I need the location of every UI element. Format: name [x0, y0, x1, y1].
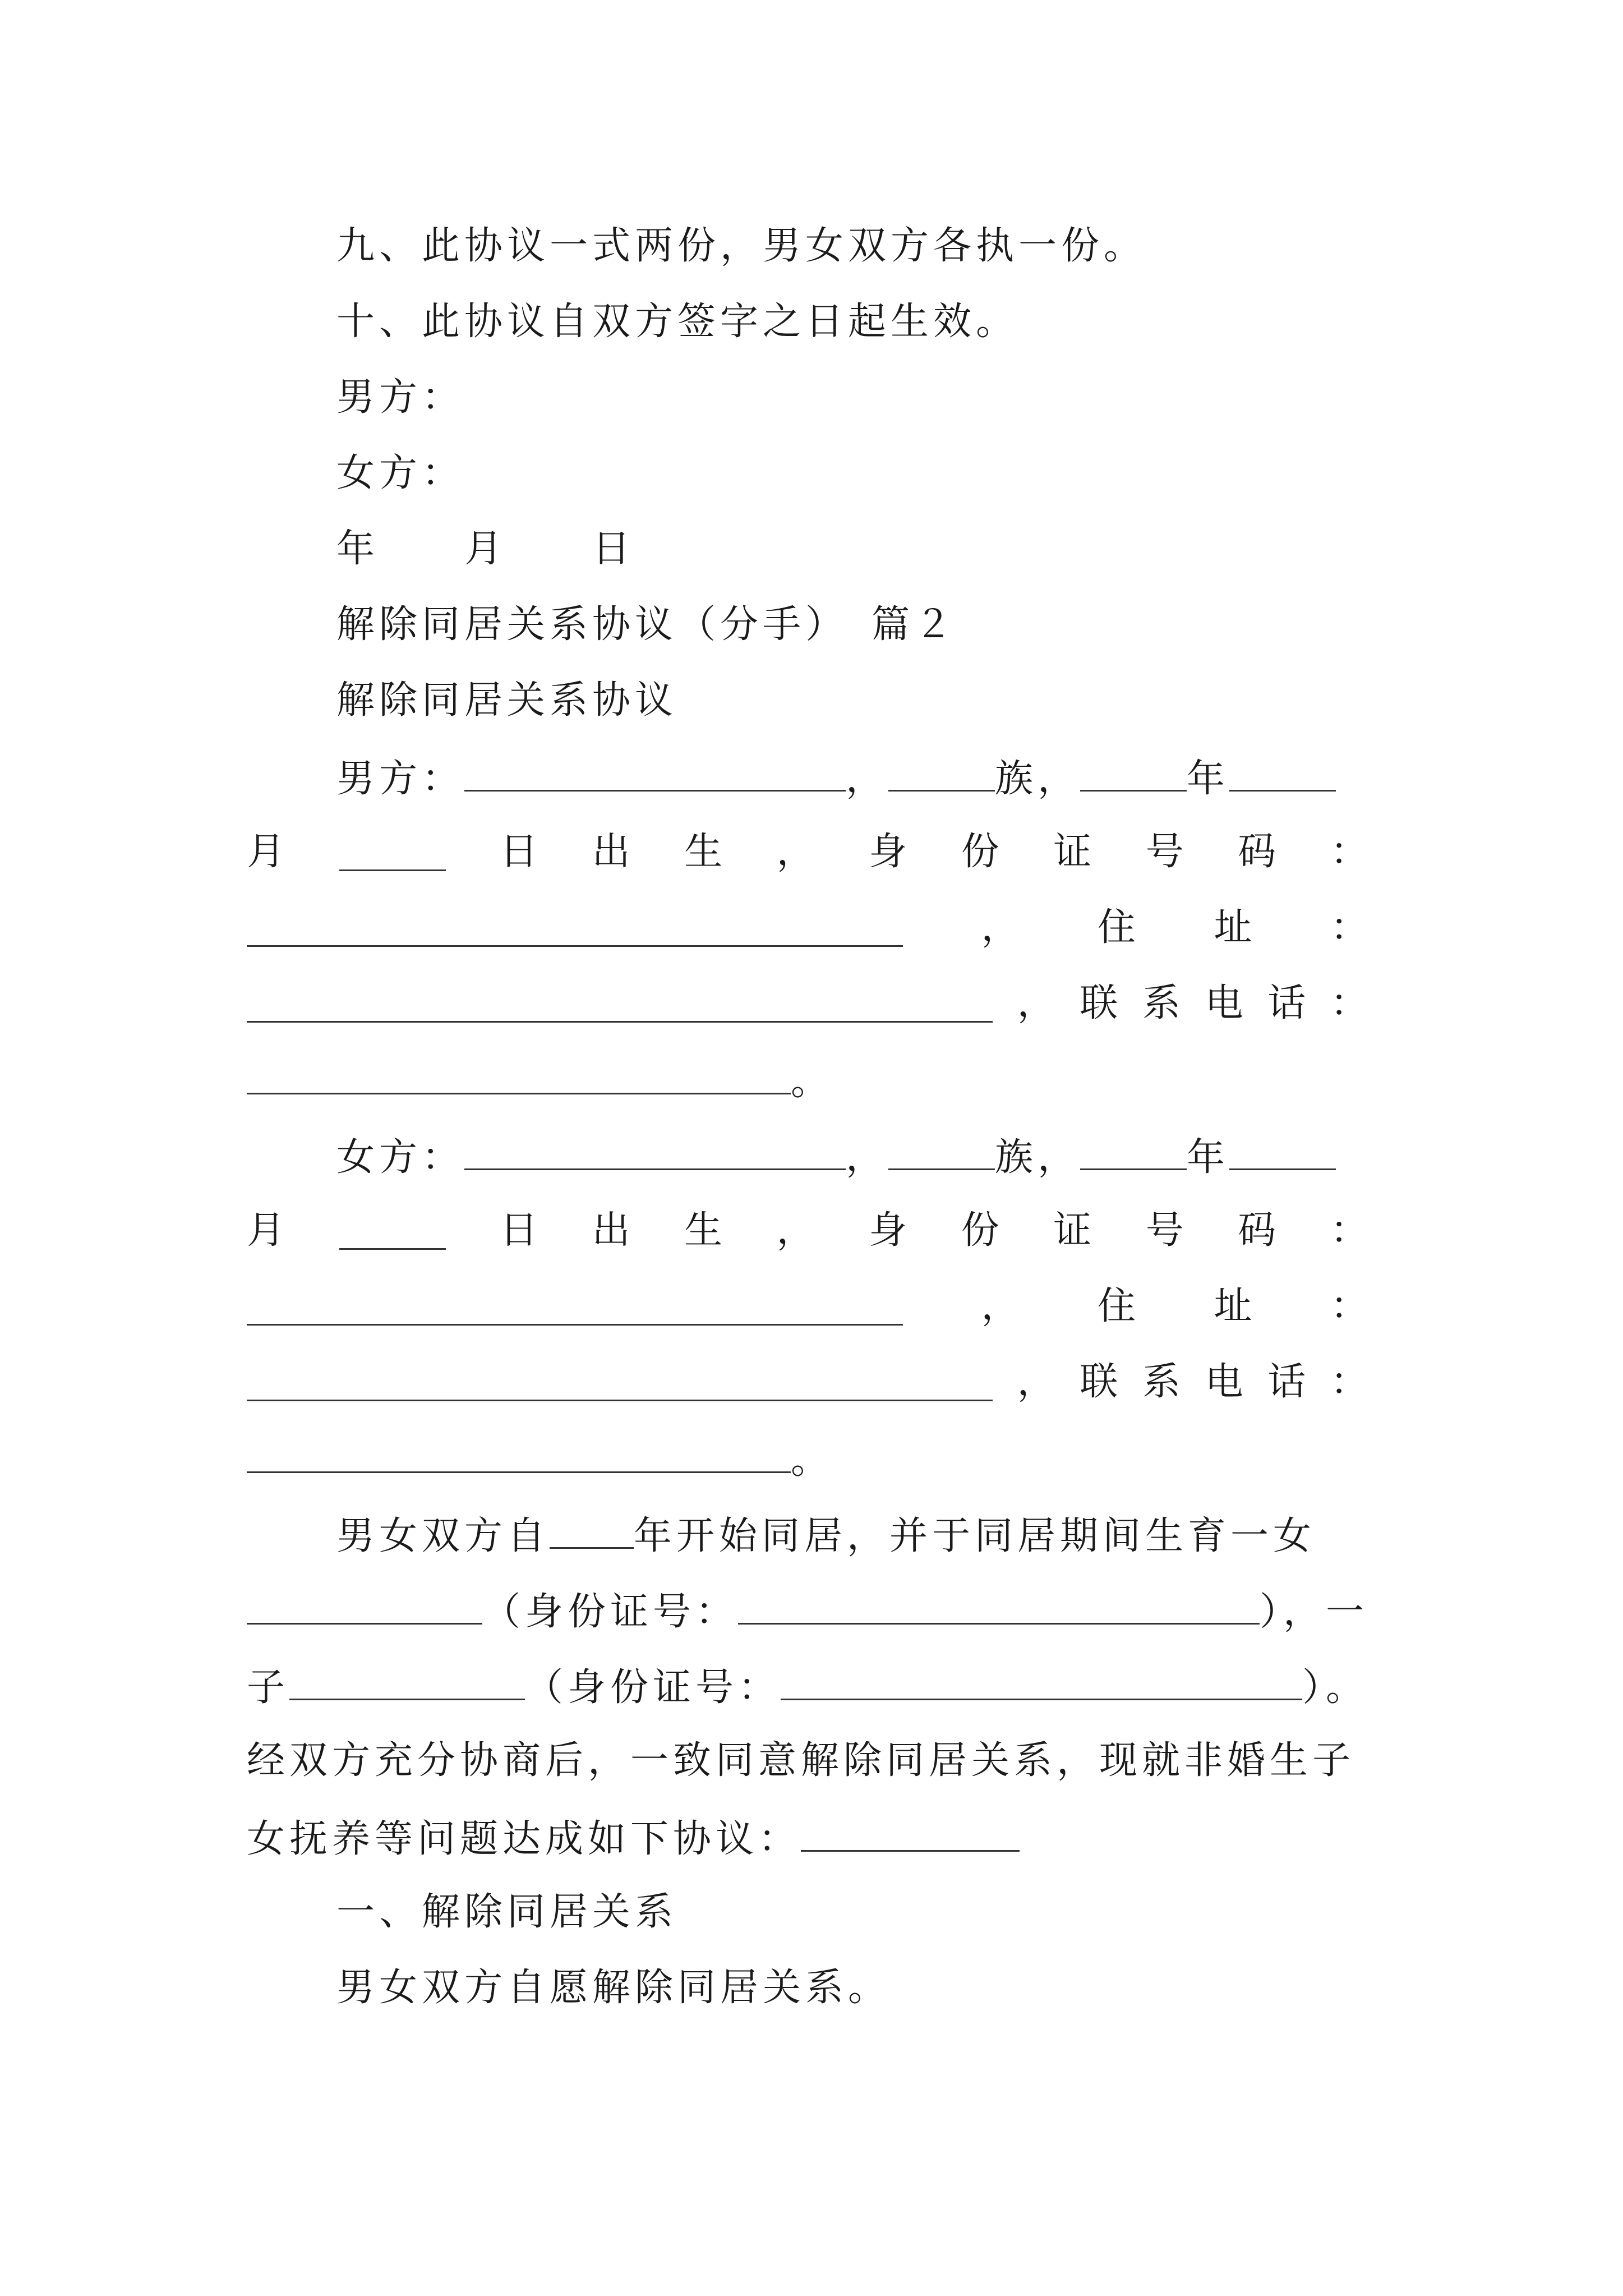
female-id-blank[interactable]: [247, 1291, 903, 1326]
female-party-line1: [336, 1135, 1336, 1180]
body-text: ）。: [1302, 1665, 1369, 1710]
agreement-blank[interactable]: [801, 1818, 1020, 1852]
text-char: 份: [961, 830, 999, 874]
text-char: 话: [1267, 981, 1306, 1025]
female-party-line4: [247, 1360, 1368, 1404]
body-line3: [247, 1665, 1369, 1710]
ethnicity-label: 族，: [995, 1135, 1081, 1180]
text-char: ，: [981, 905, 1020, 950]
text-char: 住: [1097, 1284, 1136, 1328]
male-party-line5: [247, 1060, 834, 1104]
male-address-blank[interactable]: [247, 988, 993, 1023]
text-char: 系: [1142, 1360, 1181, 1404]
text-char: 联: [1080, 981, 1118, 1025]
text-char: ，: [1017, 1360, 1055, 1404]
text-char: 联: [1080, 1360, 1118, 1404]
female-signature-label: 女方：: [336, 451, 465, 495]
text-char: 证: [1053, 1208, 1092, 1253]
comma: ，: [846, 757, 889, 801]
period: 。: [791, 1060, 834, 1104]
male-name-blank[interactable]: [464, 757, 846, 792]
male-label: 男方：: [336, 757, 465, 801]
text-char: 日: [500, 1208, 538, 1253]
female-party-line2: [247, 1208, 1368, 1253]
female-party-line3: [247, 1284, 1368, 1328]
text-char: ：: [1330, 905, 1368, 950]
body-text: 男女双方自: [336, 1514, 550, 1558]
clause-nine: 九、此协议一式两份，男女双方各执一份。: [336, 224, 1147, 268]
body-line5: [247, 1817, 1020, 1861]
male-phone-blank[interactable]: [247, 1060, 791, 1094]
female-label: 女方：: [336, 1135, 465, 1180]
text-char: 号: [1145, 830, 1184, 874]
body-text: （身份证号：: [525, 1665, 781, 1710]
month-label: 月: [247, 830, 285, 874]
text-char: 日: [500, 830, 538, 874]
daughter-name-blank[interactable]: [247, 1590, 482, 1625]
text-char: ：: [1330, 1360, 1368, 1404]
item-one-title: 一、解除同居关系: [336, 1890, 678, 1934]
body-line2: [247, 1590, 1369, 1634]
female-name-blank[interactable]: [464, 1136, 846, 1170]
year-label: 年: [1187, 757, 1230, 801]
female-day-blank[interactable]: [339, 1216, 446, 1250]
clause-ten: 十、此协议自双方签字之日起生效。: [336, 300, 1019, 344]
body-line1: [336, 1515, 1316, 1556]
signature-date: 年 月 日: [336, 527, 635, 571]
text-char: ：: [1330, 1284, 1368, 1328]
female-address-blank[interactable]: [247, 1367, 993, 1401]
text-char: ：: [1330, 830, 1368, 874]
text-char: 出: [592, 1208, 630, 1253]
month-label: 月: [247, 1208, 285, 1253]
text-char: ：: [1330, 981, 1368, 1025]
text-char: 码: [1238, 830, 1276, 874]
text-char: ，: [981, 1284, 1020, 1328]
male-ethnicity-blank[interactable]: [888, 757, 995, 792]
item-one-text: 男女双方自愿解除同居关系。: [336, 1966, 891, 2010]
ethnicity-label: 族，: [995, 757, 1081, 801]
female-ethnicity-blank[interactable]: [888, 1136, 995, 1170]
son-id-blank[interactable]: [781, 1666, 1302, 1700]
male-signature-label: 男方：: [336, 375, 465, 420]
text-char: 电: [1205, 981, 1243, 1025]
son-name-blank[interactable]: [289, 1666, 525, 1700]
text-char: ，: [1017, 981, 1055, 1025]
period: 。: [791, 1438, 834, 1483]
comma: ，: [846, 1135, 889, 1180]
male-id-blank[interactable]: [247, 913, 903, 947]
text-char: 份: [961, 1208, 999, 1253]
daughter-id-blank[interactable]: [738, 1590, 1260, 1625]
text-char: 电: [1205, 1360, 1243, 1404]
text-char: 址: [1214, 1284, 1252, 1328]
male-party-line1: [336, 757, 1336, 801]
body-text: 年开始同居，并于同居期间生育一女: [634, 1514, 1316, 1558]
body-text: 子: [247, 1665, 290, 1710]
male-month-blank[interactable]: [1229, 757, 1336, 792]
text-char: 系: [1142, 981, 1181, 1025]
agreement-title: 解除同居关系协议: [336, 678, 678, 723]
text-char: 出: [592, 830, 630, 874]
male-year-blank[interactable]: [1080, 757, 1187, 792]
male-party-line2: [247, 830, 1368, 874]
text-char: ：: [1330, 1208, 1368, 1253]
male-day-blank[interactable]: [339, 837, 446, 871]
text-char: 码: [1238, 1208, 1276, 1253]
male-party-line3: [247, 905, 1368, 950]
section-heading: 解除同居关系协议（分手） 篇２: [336, 602, 957, 647]
female-phone-blank[interactable]: [247, 1439, 791, 1473]
text-char: 址: [1214, 905, 1252, 950]
text-char: 证: [1053, 830, 1092, 874]
text-char: 住: [1097, 905, 1136, 950]
cohabit-year-blank[interactable]: [550, 1515, 634, 1549]
text-char: 生: [684, 830, 723, 874]
text-char: ，: [776, 1208, 815, 1253]
female-party-line5: [247, 1438, 834, 1483]
text-char: 身: [869, 1208, 907, 1253]
text-char: 身: [869, 830, 907, 874]
body-text: 女抚养等问题达成如下协议：: [247, 1817, 801, 1861]
text-char: 生: [684, 1208, 723, 1253]
text-char: 号: [1145, 1208, 1184, 1253]
body-text: ），一: [1260, 1590, 1369, 1634]
male-party-line4: [247, 981, 1368, 1025]
year-label: 年: [1187, 1135, 1230, 1180]
female-month-blank[interactable]: [1229, 1136, 1336, 1170]
female-year-blank[interactable]: [1080, 1136, 1187, 1170]
body-line4: 经双方充分协商后，一致同意解除同居关系，现就非婚生子: [247, 1738, 1355, 1783]
text-char: ，: [776, 830, 815, 874]
text-char: 话: [1267, 1360, 1306, 1404]
body-text: （身份证号：: [482, 1590, 739, 1634]
